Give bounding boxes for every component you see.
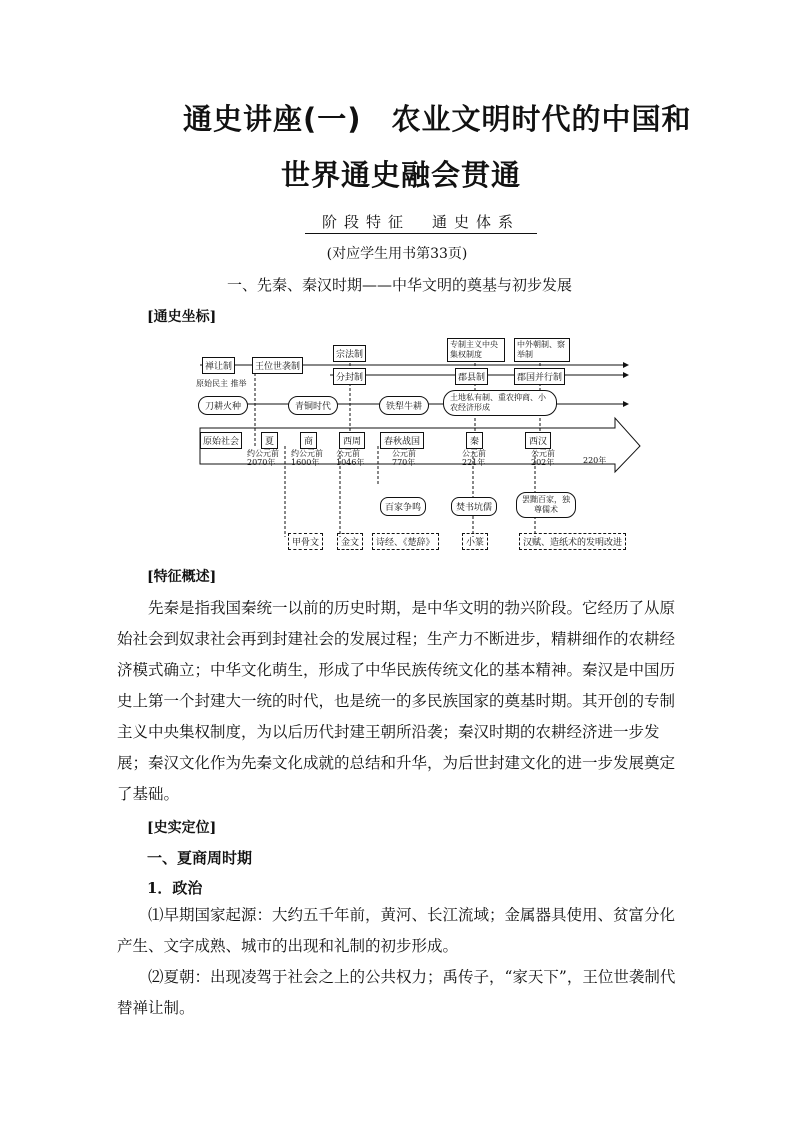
econ-tudi: 土地私有制、重农抑商、小农经济形成 [443,390,557,416]
econ-tieli: 铁犁牛耕 [379,396,429,415]
sub-heading-2: 1．政治 [147,879,203,897]
box-shanrang: 禅让制 [202,357,235,374]
sub-heading-1: 一、夏商周时期 [147,849,253,867]
item-2: ⑵夏朝：出现凌驾于社会之上的公共权力；禹传子，“家天下”，王位世袭制代替禅让制。 [117,968,676,1017]
econ-daogeng: 刀耕火种 [198,396,248,415]
reference-note: (对应学生用书第33页) [326,246,468,262]
box-zhongwai: 中外朝制、察举制 [514,338,570,362]
section-banner: 阶段特征 通史体系 [305,211,537,234]
box-zongfa: 宗法制 [333,345,366,362]
box-zhuanzhi: 专制主义中央集权制度 [447,338,505,362]
culture-hanfu: 汉赋、造纸术的发明改进 [519,533,626,550]
era-yuanshi: 原始社会 [200,432,242,449]
date-3: 公元前1046年 [336,449,365,467]
title-line-1: 通史讲座(一) 农业文明时代的中国和 [183,102,692,136]
era-xizhou: 西周 [339,432,365,449]
culture-fenshu: 焚书坑儒 [451,497,497,516]
date-5: 公元前221年 [462,449,486,467]
item-1: ⑴早期国家起源：大约五千年前，黄河、长江流域；金属器具使用、贫富分化产生、文字成熟、城市的出现和礼制的初步形成。 [117,906,676,955]
culture-baijia: 百家争鸣 [380,497,426,516]
econ-qingtong: 青铜时代 [288,396,338,415]
date-6: 公元前202年 [531,449,555,467]
date-4: 公元前770年 [392,449,416,467]
era-shang: 商 [300,432,317,449]
tag-coords: [通史坐标] [147,309,217,325]
culture-shijing: 诗经、《楚辞》 [372,533,439,550]
box-fenfeng: 分封制 [333,368,366,385]
date-7: 220年 [583,456,607,465]
era-chunqiu: 春秋战国 [380,432,424,449]
tag-positioning: [史实定位] [147,820,217,836]
date-2: 约公元前1600年 [291,449,323,467]
date-1: 约公元前2070年 [247,449,279,467]
overview-paragraph: 先秦是指我国秦统一以前的历史时期，是中华文明的勃兴阶段。它经历了从原始社会到奴隶社会再到封建社会的发展过程；生产力不断进步，精耕细作的农耕经济模式确立；中华文化萌生，形成了中华民族传统文化的基本精神。秦汉是中国历史上第一个封建大一统的时代，也是统一的多民族国家的奠基时期。其开创的专制主义中央集权制度，为以后历代封建王朝所沿袭；秦汉时期的农耕经济进一步发展；秦汉文化作为先秦文化成就的总结和升华，为后世封建文化的进一步发展奠定了基础。 [117,599,676,803]
era-xihan: 西汉 [525,432,551,449]
culture-jiagu: 甲骨文 [288,533,323,550]
era-qin: 秦 [466,432,483,449]
era-xia: 夏 [261,432,278,449]
box-junguo: 郡国并行制 [514,368,565,385]
box-wangwei: 王位世袭制 [252,357,303,374]
title-line-2: 世界通史融会贯通 [281,158,522,192]
culture-jinwen: 金文 [337,533,363,550]
tag-overview: [特征概述] [147,569,217,585]
section-title: 一、先秦、秦汉时期——中华文明的奠基与初步发展 [227,276,573,294]
box-junxian: 郡县制 [455,368,488,385]
label-minzhu: 原始民主 推举 [196,379,247,388]
culture-xiaozhuan: 小篆 [462,533,488,550]
culture-bachu: 罢黜百家，独尊儒术 [516,492,576,518]
